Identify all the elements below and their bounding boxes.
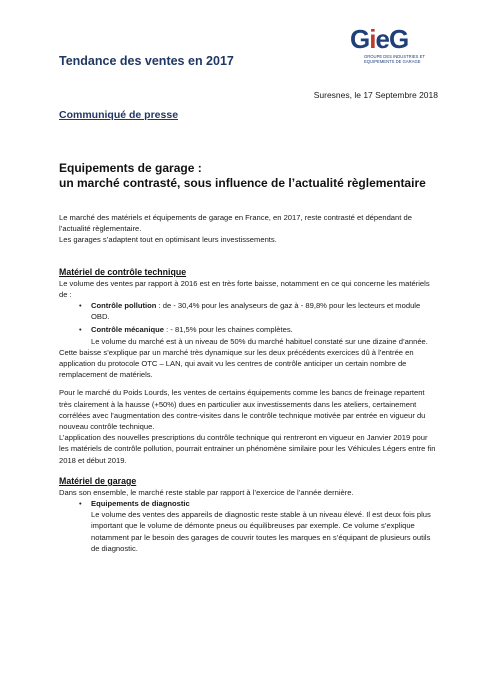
section2-lead: Dans son ensemble, le marché reste stable par rapport à l’exercice de l’année dernière. (59, 487, 354, 497)
section1-bullet-list (59, 300, 439, 347)
headline-line-1: Equipements de garage : (59, 161, 202, 175)
list-item (59, 300, 439, 322)
section-title-controle-technique: Matériel de contrôle technique (59, 266, 187, 277)
section1-future: L’application des nouvelles prescriptions du contrôle technique qui rentreront en vigueur en Janvier 2019 pour les matériels de contrôle pollution, pourrait entrainer un phénomène similaire pour les Véhicules Légers entre fin 2018 et début 2019. (59, 433, 436, 465)
bullet-label: Equipements de diagnostic (91, 499, 190, 509)
list-item (59, 324, 439, 346)
bullet-detail: Le volume du marché est à un niveau de 50% du marché habituel constaté sur une dizaine d’année. (91, 336, 428, 346)
document-title: Tendance des ventes en 2017 (59, 54, 234, 68)
bullet-label: Contrôle mécanique (91, 325, 164, 335)
section-title-materiel-garage: Matériel de garage (59, 475, 137, 486)
intro-paragraph-2: Les garages s’adaptent tout en optimisant leurs investissements. (59, 235, 277, 245)
list-item (59, 498, 439, 554)
document-date: Suresnes, le 17 Septembre 2018 (313, 90, 438, 100)
bullet-text: : - 81,5% pour les chaines complètes. (164, 325, 293, 335)
section1-heavy-vehicles: Pour le marché du Poids Lourds, les ventes de certains équipements comme les bancs de freinage repartent très clairement à la hausse (+50%) dues en particulier aux investissements dans les ateliers, certainement corrélées avec l’augmentation des contre-visites dans le contrôle technique motivée par entrée en vigueur du nouveau contrôle technique. (59, 388, 426, 432)
headline-line-2: un marché contrasté, sous influence de l’actualité règlementaire (59, 176, 426, 190)
bullet-icon: • (79, 325, 82, 335)
bullet-detail: Le volume des ventes des appareils de diagnostic reste stable à un niveau élevé. Il est deux fois plus important que le volume de démonte pneus ou équilibreuses par exemple. Ce volume s’explique notamment par le besoin des garages de couvrir toutes les marques en s’équipant de plusieurs outils de diagnostic. (91, 510, 431, 553)
section1-lead: Le volume des ventes par rapport à 2016 est en très forte baisse, notamment en ce qui concerne les matériels de : (59, 278, 430, 299)
logo-subtitle: GROUPE DES INDUSTRIES ET EQUIPEMENTS DE GARAGE (364, 54, 425, 64)
gieg-logo (350, 24, 440, 66)
section1-paragraph: Cette baisse s’explique par un marché très dynamique sur les deux précédents exercices dû à l’entrée en application du protocole OTC – LAN, qui avait vu les centres de contrôle anticiper un certain nombre de remplacement de matériels. (59, 347, 414, 380)
section2-bullet-list (59, 498, 439, 554)
bullet-icon: • (79, 499, 82, 509)
intro-paragraph: Le marché des matériels et équipements de garage en France, en 2017, reste contrasté et dépendant de l’actualité règlementaire. (59, 213, 412, 234)
bullet-text: : de - 30,4% pour les analyseurs de gaz à - 89,8% pour les lecteurs et module OBD. (91, 301, 421, 322)
document-body (59, 212, 439, 554)
headline (59, 161, 449, 191)
logo-mark: GieG (350, 24, 409, 54)
press-release-label: Communiqué de presse (59, 109, 179, 121)
bullet-icon: • (79, 301, 82, 311)
bullet-label: Contrôle pollution (91, 301, 157, 311)
